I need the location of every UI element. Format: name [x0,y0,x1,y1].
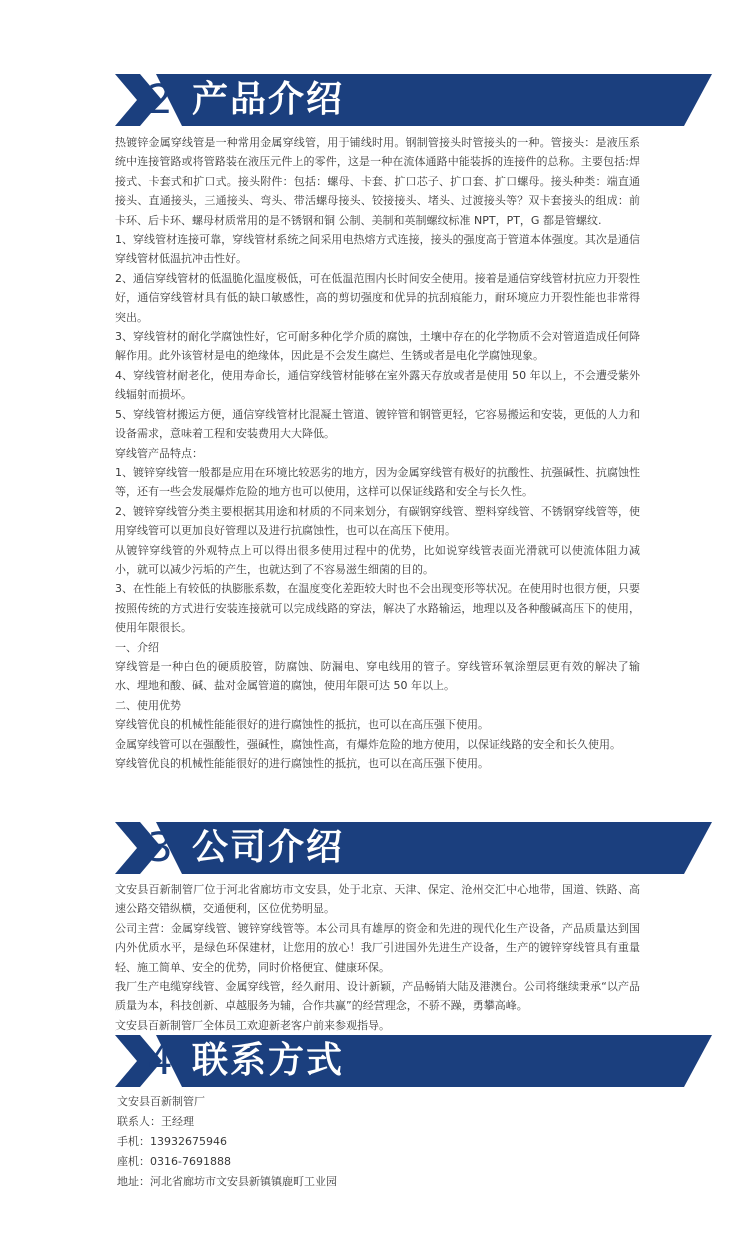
contact-person: 联系人：王经理 [117,1115,194,1128]
section-number: 3 [147,825,173,871]
subheading: 二、使用优势 [115,698,181,712]
paragraph: 1、镀锌穿线管一般都是应用在环境比较恶劣的地方，因为金属穿线管有极好的抗酸性、抗强碱性、抗腐蚀性等，还有一些会发展爆炸危险的地方也可以使用，这样可以保证线路和安全与长久性。 [115,465,640,499]
contact-company: 文安县百新制管厂 [117,1095,205,1108]
section-banner-product [112,74,712,126]
section-number: 2 [147,77,173,123]
product-intro-text [115,133,640,773]
paragraph: 2、镀锌穿线管分类主要根据其用途和材质的不同来划分，有碳钢穿线管、塑料穿线管、不锈钢穿线管等，使用穿线管可以更加良好管理以及进行抗腐蚀性，也可以在高压下使用。 [115,504,640,538]
paragraph: 文安县百新制管厂全体员工欢迎新老客户前来参观指导。 [115,1018,390,1032]
section-banner-company [112,822,712,874]
paragraph: 1、穿线管材连接可靠，穿线管材系统之间采用电热熔方式连接，接头的强度高于管道本体强度。其次是通信穿线管材低温抗冲击性好。 [115,233,640,266]
paragraph: 从镀锌穿线管的外观特点上可以得出很多使用过程中的优势，比如说穿线管表面光滑就可以使流体阻力减小，就可以减少污垢的产生，也就达到了不容易滋生细菌的目的。 [115,543,640,576]
paragraph: 2、通信穿线管材的低温脆化温度极低，可在低温范围内长时间安全使用。接着是通信穿线管材抗应力开裂性好，通信穿线管材具有低的缺口敏感性，高的剪切强度和优异的抗刮痕能力，耐环境应力开裂性能也非常得突出。 [115,271,640,324]
section-number: 4 [147,1038,173,1084]
paragraph: 3、穿线管材的耐化学腐蚀性好，它可耐多种化学介质的腐蚀，土壤中存在的化学物质不会对管道造成任何降解作用。此外该管材是电的绝缘体，因此是不会发生腐烂、生锈或者是电化学腐蚀现象。 [115,330,640,363]
subheading: 一、介绍 [115,640,159,654]
paragraph: 4、穿线管材耐老化，使用寿命长，通信穿线管材能够在室外露天存放或者是使用 50 年以上，不会遭受紫外线辐射而损坏。 [115,368,640,402]
paragraph: 金属穿线管可以在强酸性，强碱性，腐蚀性高，有爆炸危险的地方使用，以保证线路的安全和长久使用。 [115,737,621,751]
section-title: 公司介绍 [192,827,345,868]
paragraph: 穿线管优良的机械性能能很好的进行腐蚀性的抵抗，也可以在高压强下使用。 [115,718,489,732]
paragraph: 我厂生产电缆穿线管、金属穿线管，经久耐用、设计新颖，产品畅销大陆及港澳台。公司将继续秉承“以产品质量为本，科技创新、卓越服务为辅，合作共赢”的经营理念，不骄不躁，勇攀高峰。 [115,980,640,1013]
paragraph: 热镀锌金属穿线管是一种常用金属穿线管，用于铺线时用。钢制管接头时管接头的一种。管接头：是液压系统中连接管路或将管路装在液压元件上的零件，这是一种在流体通路中能装拆的连接件的总称。主要包括:焊接式、卡套式和扩口式。接头附件：包括：螺母、卡套、扩口芯子、扩口套、扩口螺母。接头种类：端直通接头、直通接头，三通接头、弯头、带活螺母接头、铰接接头、堵头、过渡接头等？双卡套接头的组成：前卡环、后卡环、螺母材质常用的是不锈钢和铜 公制、美制和英制螺纹标准 NPT，PT，G 都是管螺纹. [115,136,640,227]
paragraph: 穿线管优良的机械性能能很好的进行腐蚀性的抵抗，也可以在高压强下使用。 [115,757,489,770]
paragraph: 公司主营：金属穿线管、镀锌穿线管等。本公司具有雄厚的资金和先进的现代化生产设备，产品质量达到国内外优质水平，是绿色环保建材，让您用的放心！我厂引进国外先进生产设备，生产的镀锌穿线管具有重量轻、施工简单、安全的优势，同时价格便宜、健康环保。 [115,921,640,974]
paragraph: 5、穿线管材搬运方便，通信穿线管材比混凝土管道、镀锌管和钢管更轻，它容易搬运和安装，更低的人力和设备需求，意味着工程和安装费用大大降低。 [115,407,640,441]
contact-address: 地址：河北省廊坊市文安县新镇镇鹿町工业园 [117,1175,337,1188]
paragraph: 穿线管产品特点： [115,446,203,460]
contact-mobile: 手机：13932675946 [117,1135,227,1148]
section-title: 产品介绍 [192,79,345,120]
contact-phone: 座机：0316-7691888 [117,1155,231,1168]
paragraph: 3、在性能上有较低的执膨胀系数，在温度变化差距较大时也不会出现变形等状况。在使用时也很方便，只要按照传统的方式进行安装连接就可以完成线路的穿法，解决了水路输运，地理以及各种酸碱高压下的使用，使用年限很长。 [115,582,640,635]
paragraph: 穿线管是一种白色的硬质胶管，防腐蚀、防漏电、穿电线用的管子。穿线管环氧涂塑层更有效的解决了输水、埋地和酸、碱、盐对金属管道的腐蚀，使用年限可达 50 年以上。 [115,659,640,693]
section-title: 联系方式 [192,1040,345,1081]
section-banner-contact [112,1035,712,1087]
paragraph: 文安县百新制管厂位于河北省廊坊市文安县，处于北京、天津、保定、沧州交汇中心地带，国道、铁路、高速公路交错纵横，交通便利，区位优势明显。 [115,883,640,916]
company-intro-text [115,880,640,1035]
contact-info [117,1092,642,1192]
